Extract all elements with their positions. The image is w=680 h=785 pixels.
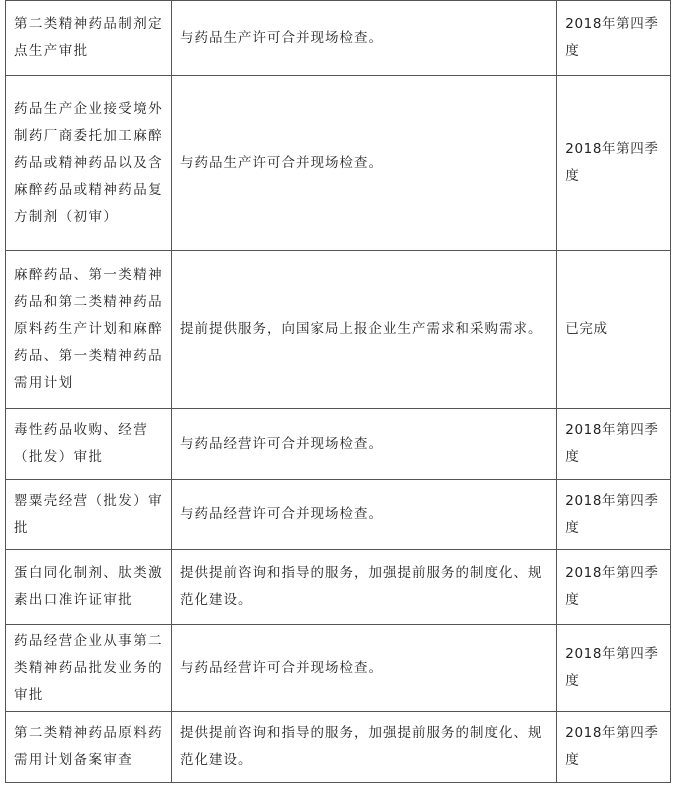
- item-cell: 药品生产企业接受境外制药厂商委托加工麻醉药品或精神药品以及含麻醉药品或精神药品复方制剂（初审）: [6, 76, 172, 251]
- method-cell: 与药品生产许可合并现场检查。: [171, 76, 556, 251]
- method-cell: 与药品经营许可合并现场检查。: [171, 625, 556, 712]
- method-cell: 提前提供服务，向国家局上报企业生产需求和采购需求。: [171, 251, 556, 409]
- method-cell: 提供提前咨询和指导的服务，加强提前服务的制度化、规范化建设。: [171, 712, 556, 783]
- item-cell: 药品经营企业从事第二类精神药品批发业务的审批: [6, 625, 172, 712]
- time-cell: 已完成: [557, 251, 671, 409]
- time-cell: 2018年第四季度: [557, 409, 671, 480]
- table-row: [6, 409, 671, 480]
- table-row: [6, 625, 671, 712]
- table-row: [6, 550, 671, 625]
- table-row: [6, 480, 671, 550]
- method-cell: 与药品生产许可合并现场检查。: [171, 1, 556, 76]
- method-cell: 与药品经营许可合并现场检查。: [171, 480, 556, 550]
- time-cell: 2018年第四季度: [557, 480, 671, 550]
- item-cell: 第二类精神药品原料药需用计划备案审查: [6, 712, 172, 783]
- time-cell: 2018年第四季度: [557, 76, 671, 251]
- item-cell: 罂粟壳经营（批发）审批: [6, 480, 172, 550]
- method-cell: 提供提前咨询和指导的服务，加强提前服务的制度化、规范化建设。: [171, 550, 556, 625]
- item-cell: 蛋白同化制剂、肽类激素出口准许证审批: [6, 550, 172, 625]
- table-row: [6, 76, 671, 251]
- time-cell: 2018年第四季度: [557, 550, 671, 625]
- table-row: [6, 1, 671, 76]
- method-cell: 与药品经营许可合并现场检查。: [171, 409, 556, 480]
- time-cell: 2018年第四季度: [557, 712, 671, 783]
- item-cell: 毒性药品收购、经营（批发）审批: [6, 409, 172, 480]
- time-cell: 2018年第四季度: [557, 1, 671, 76]
- table-row: [6, 712, 671, 783]
- item-cell: 麻醉药品、第一类精神药品和第二类精神药品原料药生产计划和麻醉药品、第一类精神药品需用计划: [6, 251, 172, 409]
- approval-table: [5, 0, 671, 783]
- item-cell: 第二类精神药品制剂定点生产审批: [6, 1, 172, 76]
- time-cell: 2018年第四季度: [557, 625, 671, 712]
- table-row: [6, 251, 671, 409]
